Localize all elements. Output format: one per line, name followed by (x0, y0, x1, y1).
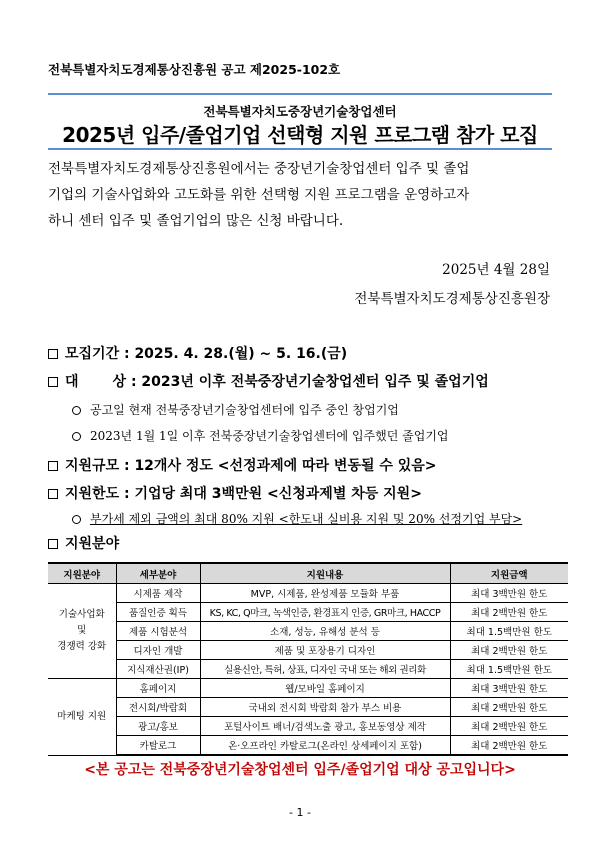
header-cell: 지원분야 (48, 563, 116, 584)
square-bullet-icon (48, 489, 58, 499)
intro-line: 하니 센터 입주 및 졸업기업의 많은 신청 바랍니다. (48, 213, 344, 229)
sub-field: 제품 시험분석 (116, 622, 200, 641)
fields-text: 지원분야 (65, 536, 120, 552)
target-text: : 2023년 이후 전북중장년기술창업센터 입주 및 졸업기업 (130, 374, 489, 390)
support-content: 실용신안, 특허, 상표, 디자인 국내 또는 해외 권리화 (200, 660, 450, 679)
category-tech: 기술사업화 및 경쟁력 강화 (48, 584, 116, 679)
support-content: 소재, 성능, 유해성 분석 등 (200, 622, 450, 641)
table-row (48, 660, 568, 679)
support-content: KS, KC, Q마크, 녹색인증, 환경표지 인증, GR마크, HACCP (200, 603, 450, 622)
target-item: 공고일 현재 전북중장년기술창업센터에 입주 중인 창업기업 (72, 401, 399, 418)
support-content: 제품 및 포장용기 디자인 (200, 641, 450, 660)
section-fields (48, 533, 119, 553)
table-row (48, 622, 568, 641)
support-amount: 최대 2백만원 한도 (450, 603, 568, 622)
support-amount: 최대 2백만원 한도 (450, 641, 568, 660)
header-cell: 세부분야 (116, 563, 200, 584)
support-content: 웹/모바일 홈페이지 (200, 679, 450, 698)
square-bullet-icon (48, 461, 58, 471)
sub-field: 카탈로그 (116, 736, 200, 756)
support-amount: 최대 3백만원 한도 (450, 679, 568, 698)
intro-paragraph (48, 156, 552, 234)
sub-field: 광고/홍보 (116, 717, 200, 736)
circle-bullet-icon (72, 406, 81, 415)
support-amount: 최대 2백만원 한도 (450, 736, 568, 756)
table-row (48, 736, 568, 756)
footer-notice: <본 공고는 전북중장년기술창업센터 입주/졸업기업 대상 공고입니다> (84, 762, 516, 778)
support-content: 포털사이트 배너/검색노출 광고, 홍보동영상 제작 (200, 717, 450, 736)
sub-field: 디자인 개발 (116, 641, 200, 660)
square-bullet-icon (48, 349, 58, 359)
table-row (48, 679, 568, 698)
limit-text: 지원한도 : 기업당 최대 3백만원 <신청과제별 차등 지원> (65, 486, 422, 502)
square-bullet-icon (48, 539, 58, 549)
intro-line: 기업의 기술사업화와 고도화를 위한 선택형 지원 프로그램을 운영하고자 (48, 187, 470, 203)
sub-field: 시제품 제작 (116, 584, 200, 603)
notice-signer: 전북특별자치도경제통상진흥원장 (354, 291, 550, 307)
notice-date: 2025년 4월 28일 (442, 262, 550, 278)
category-marketing: 마케팅 지원 (48, 679, 116, 756)
table-header-row (48, 563, 568, 584)
support-content: 온·오프라인 카탈로그(온라인 상세페이지 포함) (200, 736, 450, 756)
support-amount: 최대 1.5백만원 한도 (450, 622, 568, 641)
circle-bullet-icon (72, 432, 81, 441)
target-label: 대 (65, 374, 79, 390)
header-cell: 지원금액 (450, 563, 568, 584)
target-item: 2023년 1월 1일 이후 전북중장년기술창업센터에 입주했던 졸업기업 (72, 427, 449, 444)
sub-field: 전시회/박람회 (116, 698, 200, 717)
support-content: 국내외 전시회 박람회 참가 부스 비용 (200, 698, 450, 717)
intro-line: 전북특별자치도경제통상진흥원에서는 중장년기술창업센터 입주 및 졸업 (48, 161, 470, 177)
table-row (48, 698, 568, 717)
target-label-2: 상 (112, 374, 127, 390)
header-cell: 지원내용 (200, 563, 450, 584)
sub-field: 홈페이지 (116, 679, 200, 698)
notice-number: 전북특별자치도경제통상진흥원 공고 제2025-102호 (48, 62, 341, 77)
table-row (48, 603, 568, 622)
support-amount: 최대 2백만원 한도 (450, 717, 568, 736)
title-top-rule (48, 93, 552, 95)
limit-note: 부가세 제외 금액의 최대 80% 지원 <한도내 실비용 지원 및 20% 선정기업 부담> (72, 510, 522, 527)
sub-field: 품질인증 획득 (116, 603, 200, 622)
organization-name: 전북특별자치도중장년기술창업센터 (203, 104, 397, 119)
table-row (48, 641, 568, 660)
scale-text: 지원규모 : 12개사 정도 <선정과제에 따라 변동될 수 있음> (65, 458, 437, 474)
support-amount: 최대 3백만원 한도 (450, 584, 568, 603)
title-bottom-rule (48, 148, 552, 150)
support-table (48, 562, 568, 756)
support-amount: 최대 2백만원 한도 (450, 698, 568, 717)
table-row (48, 584, 568, 603)
page-title: 2025년 입주/졸업기업 선택형 지원 프로그램 참가 모집 (62, 123, 538, 147)
support-amount: 최대 1.5백만원 한도 (450, 660, 568, 679)
section-scale (48, 455, 437, 475)
page-number: - 1 - (289, 806, 311, 819)
support-content: MVP, 시제품, 완성제품 모듈화 부품 (200, 584, 450, 603)
circle-bullet-icon (72, 515, 81, 524)
sub-field: 지식재산권(IP) (116, 660, 200, 679)
period-text: 모집기간 : 2025. 4. 28.(월) ~ 5. 16.(금) (65, 346, 348, 362)
square-bullet-icon (48, 377, 58, 387)
section-limit (48, 483, 422, 503)
section-period (48, 343, 347, 363)
section-target (48, 371, 489, 391)
table-row (48, 717, 568, 736)
